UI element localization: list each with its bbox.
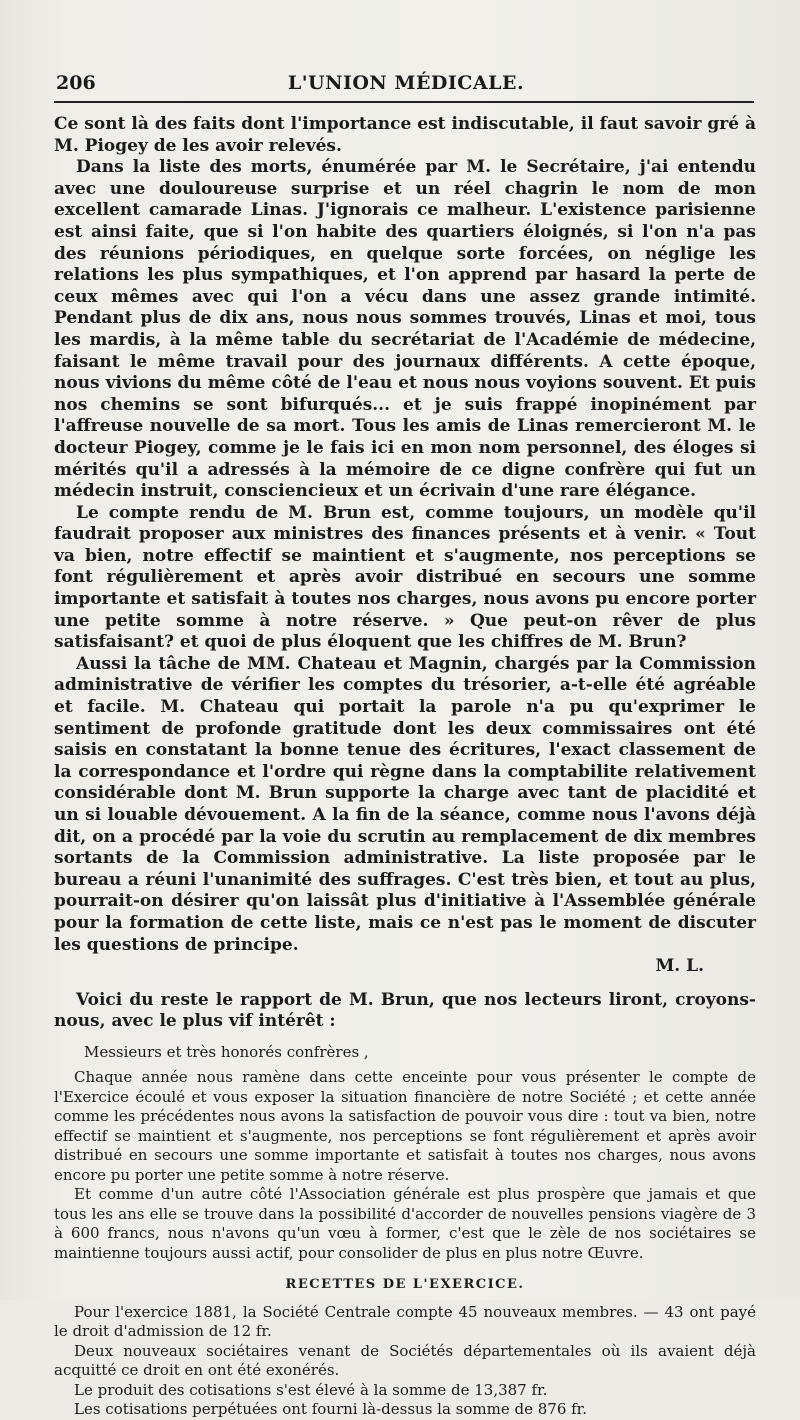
page-number: 206	[56, 72, 96, 94]
recettes-paragraph: Deux nouveaux sociétaires venant de Sociétés départementales où ils avaient déjà acquitté ce droit en ont été exonérés.	[54, 1341, 756, 1380]
page-header	[56, 70, 756, 100]
report-paragraph: Et comme d'un autre côté l'Association générale est plus prospère que jamais et que tous les ans elle se trouve dans la possibilité d'accorder de nouvelles pensions viagère de 3 à 600 francs, nous n'avons qu'un vœu à former, c'est que le zèle de nos sociétaires se maintienne toujours aussi actif, pour consolider de plus en plus notre Œuvre.	[54, 1185, 756, 1262]
running-title: L'UNION MÉDICALE.	[287, 72, 525, 94]
report-salutation: Messieurs et très honorés confrères ,	[84, 1042, 369, 1061]
report-paragraph: Chaque année nous ramène dans cette enceinte pour vous présenter le compte de l'Exercice écoulé et vous exposer la situation financière de notre Société ; et cette année comme les précédentes nous avons la satisfaction de pouvoir vous dire : tout va bien, notre effectif se maintient et s'augmente, nos perceptions se font régulièrement et après avoir distribué en secours une somme importante et satisfait à toutes nos charges, nous avons encore pu porter une petite somme à notre réserve.	[54, 1068, 756, 1184]
section-heading: RECETTES DE L'EXERCICE.	[285, 1277, 525, 1293]
article-body	[54, 114, 756, 1420]
recettes-paragraph: Pour l'exercice 1881, la Société Centrale compte 45 nouveaux membres. — 43 ont payé le droit d'admission de 12 fr.	[54, 1302, 756, 1341]
recettes-paragraph: Les cotisations perpétuées ont fourni là-dessus la somme de 876 fr.	[74, 1400, 587, 1419]
report-intro: Voici du reste le rapport de M. Brun, que nos lecteurs liront, croyons-nous, avec le plus vif intérêt :	[54, 989, 756, 1032]
signature: M. L.	[655, 956, 704, 977]
recettes-paragraph: Le produit des cotisations s'est élevé à la somme de 13,387 fr.	[74, 1380, 548, 1399]
recettes-section	[54, 1303, 756, 1420]
treasurer-report	[54, 1043, 756, 1420]
article-paragraph: Le compte rendu de M. Brun est, comme toujours, un modèle qu'il faudrait proposer aux ministres des finances présents et à venir. « Tout va bien, notre effectif se maintient et s'augmente, nos perceptions se font régulièrement et après avoir distribué en secours une somme importante et satisfait à toutes nos charges, nous avons pu encore porter une petite somme à notre réserve. » Que peut-on rêver de plus satisfaisant? et quoi de plus éloquent que les chiffres de M. Brun?	[54, 502, 756, 653]
article-paragraph: Dans la liste des morts, énumérée par M. le Secrétaire, j'ai entendu avec une douloureuse surprise et un réel chagrin le nom de mon excellent camarade Linas. J'ignorais ce malheur. L'existence parisienne est ainsi faite, que si l'on habite des quartiers éloignés, si l'on n'a pas des réunions périodiques, en quelque sorte forcées, on néglige les relations les plus sympathiques, et l'on apprend par hasard la perte de ceux mêmes avec qui l'on a vécu dans une assez grande intimité. Pendant plus de dix ans, nous nous sommes trouvés, Linas et moi, tous les mardis, à la même table du secrétariat de l'Académie de médecine, faisant le même travail pour des journaux différents. A cette époque, nous vivions du même côté de l'eau et nous nous voyions souvent. Et puis nos chemins se sont bifurqués... et je suis frappé inopinément par l'affreuse nouvelle de sa mort. Tous les amis de Linas remercieront M. le docteur Piogey, comme je le fais ici en mon nom personnel, des éloges si mérités qu'il a adressés à la mémoire de ce digne confrère qui fut un médecin instruit, consciencieux et un écrivain d'une rare élégance.	[54, 157, 756, 502]
article-paragraph: Ce sont là des faits dont l'importance est indiscutable, il faut savoir gré à M. Piogey de les avoir relevés.	[54, 114, 756, 156]
header-rule	[54, 101, 754, 103]
article-paragraph: Aussi la tâche de MM. Chateau et Magnin, chargés par la Commission administrative de vérifier les comptes du trésorier, a-t-elle été agréable et facile. M. Chateau qui portait la parole n'a pu qu'exprimer le sentiment de profonde gratitude dont les deux commissaires ont été saisis en constatant la bonne tenue des écritures, l'exact classement de la correspondance et l'ordre qui règne dans la comptabilite relativement considérable dont M. Brun supporte la charge avec tant de placidité et un si louable dévouement. A la fin de la séance, comme nous l'avons déjà dit, on a procédé par la voie du scrutin au remplacement de dix membres sortants de la Commission administrative. La liste proposée par le bureau a réuni l'unanimité des suffrages. C'est très bien, et tout au plus, pourrait-on désirer qu'on laissât plus d'initiative à l'Assemblée générale pour la formation de cette liste, mais ce n'est pas le moment de discuter les questions de principe.	[54, 653, 756, 955]
